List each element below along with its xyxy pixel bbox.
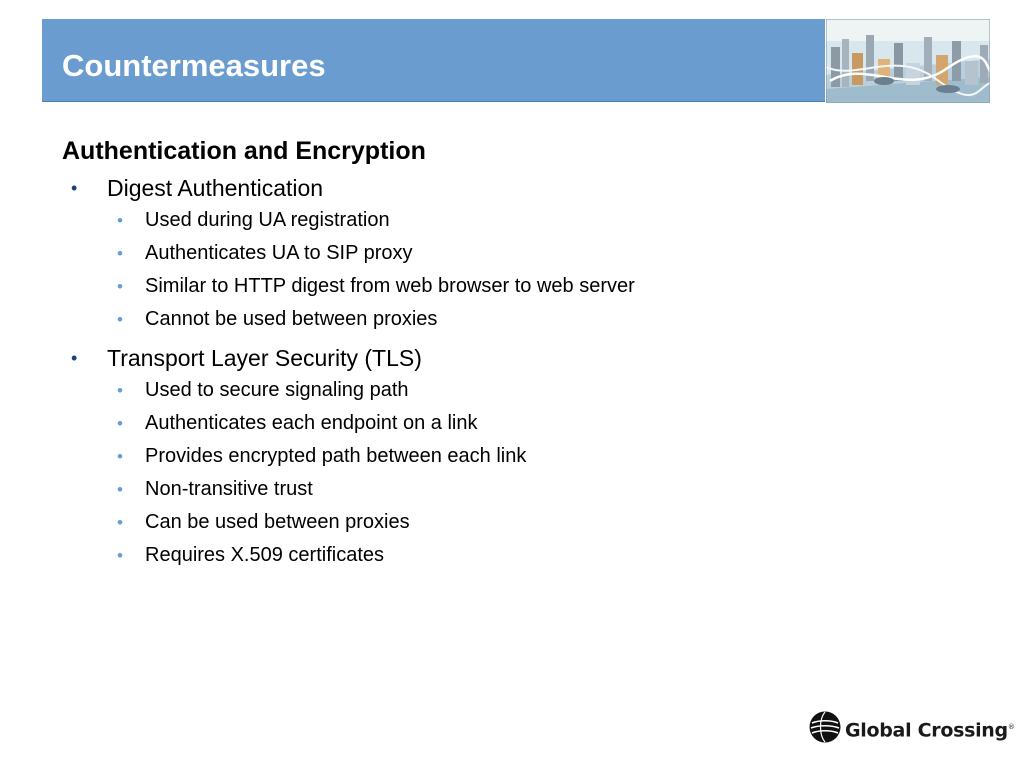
sub-bullet-item bbox=[107, 272, 962, 305]
sub-bullet-label: Provides encrypted path between each link bbox=[145, 445, 527, 467]
sub-bullet-icon: • bbox=[117, 310, 123, 329]
sub-bullet-item bbox=[107, 541, 962, 574]
sub-bullet-icon: • bbox=[117, 414, 123, 433]
sub-bullet-item bbox=[107, 239, 962, 272]
sub-bullet-label: Cannot be used between proxies bbox=[145, 308, 438, 330]
global-crossing-logo bbox=[808, 710, 1015, 746]
logo-name: Global Crossing bbox=[845, 719, 1008, 742]
bullet-icon: • bbox=[71, 178, 78, 198]
sub-bullet-item bbox=[107, 442, 962, 475]
bullet-item bbox=[62, 173, 962, 338]
slide-title: Countermeasures bbox=[62, 48, 326, 83]
sub-bullet-item bbox=[107, 508, 962, 541]
sub-bullet-label: Authenticates each endpoint on a link bbox=[145, 412, 478, 434]
sub-bullet-label: Used during UA registration bbox=[145, 209, 390, 231]
sub-bullet-list bbox=[107, 376, 962, 574]
bullet-item bbox=[62, 343, 962, 574]
sub-bullet-label: Can be used between proxies bbox=[145, 511, 410, 533]
bullet-label: Transport Layer Security (TLS) bbox=[107, 345, 422, 371]
bullet-icon: • bbox=[71, 348, 78, 368]
bullet-label: Digest Authentication bbox=[107, 175, 324, 201]
sub-bullet-item bbox=[107, 206, 962, 239]
city-network-illustration bbox=[826, 19, 990, 103]
sub-bullet-item bbox=[107, 475, 962, 508]
sub-bullet-icon: • bbox=[117, 277, 123, 296]
section-heading: Authentication and Encryption bbox=[62, 137, 426, 165]
sub-bullet-label: Non-transitive trust bbox=[145, 478, 313, 500]
sub-bullet-list bbox=[107, 206, 962, 338]
bullet-list bbox=[62, 173, 962, 574]
sub-bullet-label: Used to secure signaling path bbox=[145, 379, 409, 401]
globe-logo-icon bbox=[809, 711, 841, 743]
title-bar bbox=[42, 19, 825, 102]
sub-bullet-icon: • bbox=[117, 244, 123, 263]
sub-bullet-icon: • bbox=[117, 381, 123, 400]
sub-bullet-item bbox=[107, 376, 962, 409]
sub-bullet-label: Authenticates UA to SIP proxy bbox=[145, 242, 413, 264]
logo-wordmark bbox=[845, 715, 1015, 742]
sub-bullet-label: Similar to HTTP digest from web browser to web server bbox=[145, 275, 635, 297]
sub-bullet-icon: • bbox=[117, 480, 123, 499]
sub-bullet-label: Requires X.509 certificates bbox=[145, 544, 385, 566]
sub-bullet-item bbox=[107, 409, 962, 442]
sub-bullet-icon: • bbox=[117, 447, 123, 466]
registered-mark: ® bbox=[1007, 723, 1015, 731]
sub-bullet-icon: • bbox=[117, 546, 123, 565]
sub-bullet-icon: • bbox=[117, 211, 123, 230]
sub-bullet-icon: • bbox=[117, 513, 123, 532]
slide-body bbox=[62, 134, 962, 574]
sub-bullet-item bbox=[107, 305, 962, 338]
